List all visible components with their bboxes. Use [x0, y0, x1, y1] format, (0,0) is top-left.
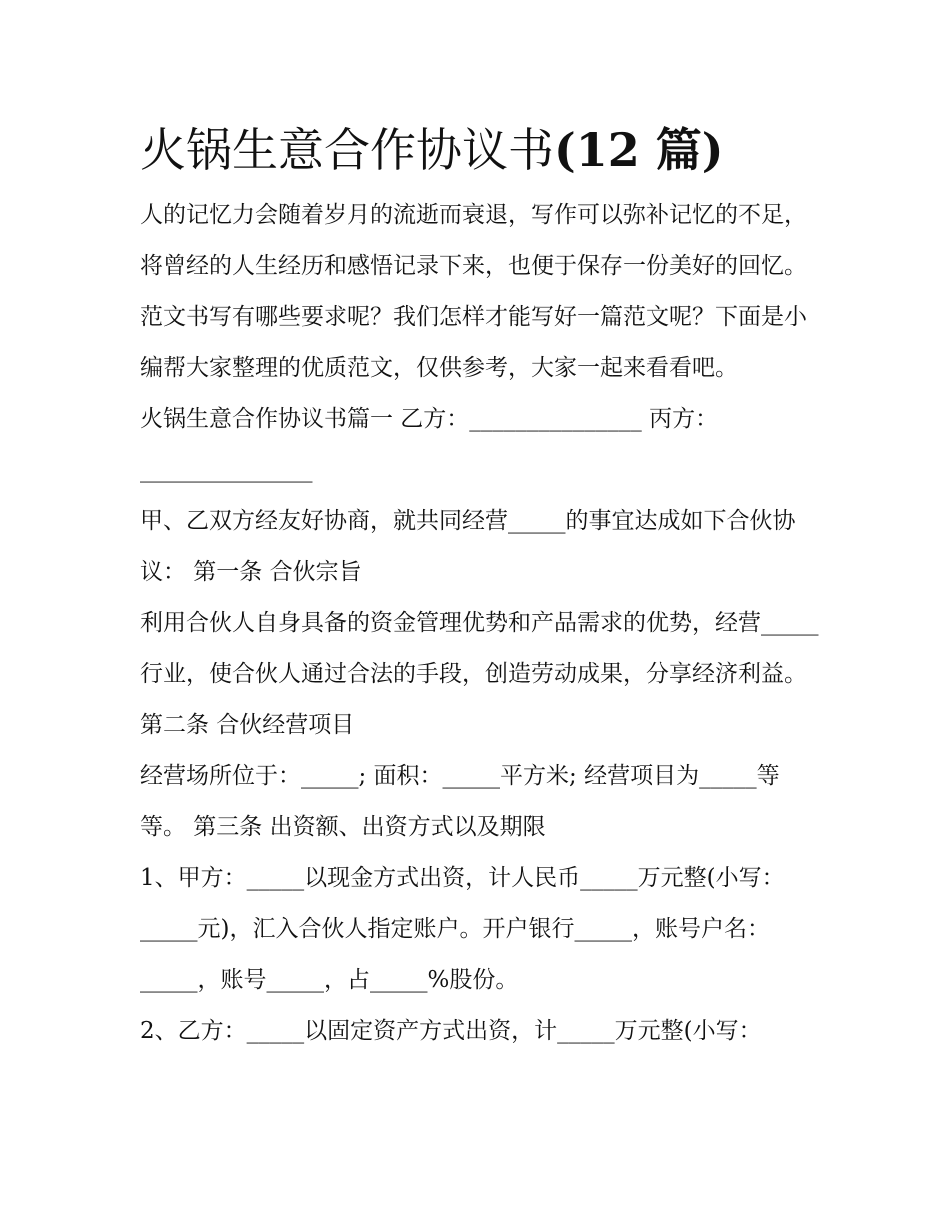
- title-count: (12 篇): [554, 123, 724, 177]
- party-a-contribution: 1、甲方：_____以现金方式出资，计人民币_____万元整(小写：_____元)，汇入合伙人指定账户。开户银行_____，账号户名：_____，账号_____，占_____%股份。: [140, 865, 785, 993]
- article-two-paragraph: 经营场所位于：_____; 面积：_____平方米; 经营项目为_____等等。 第三条 出资额、出资方式以及期限: [140, 763, 780, 840]
- party-b-contribution: 2、乙方：_____以固定资产方式出资，计_____万元整(小写：: [140, 1018, 762, 1044]
- party-c-blank: _______________: [140, 457, 313, 483]
- title-text: 火锅生意合作协议书: [140, 123, 554, 177]
- document-title: [140, 110, 820, 190]
- agreement-preamble: 甲、乙双方经友好协商，就共同经营_____的事宜达成如下合伙协议： 第一条 合伙宗旨: [140, 508, 796, 585]
- article-one-paragraph: 利用合伙人自身具备的资金管理优势和产品需求的优势，经营_____行业，使合伙人通过合法的手段，创造劳动成果，分享经济利益。 第二条 合伙经营项目: [140, 610, 819, 738]
- section-heading-parties: 火锅生意合作协议书篇一 乙方：_______________ 丙方：: [140, 406, 719, 432]
- document-body: [140, 190, 820, 1057]
- document-page: [140, 110, 820, 1057]
- intro-paragraph: 人的记忆力会随着岁月的流逝而衰退，写作可以弥补记忆的不足，将曾经的人生经历和感悟记录下来，也便于保存一份美好的回忆。范文书写有哪些要求呢？我们怎样才能写好一篇范文呢？下面是小编帮大家整理的优质范文，仅供参考，大家一起来看看吧。: [140, 202, 807, 381]
